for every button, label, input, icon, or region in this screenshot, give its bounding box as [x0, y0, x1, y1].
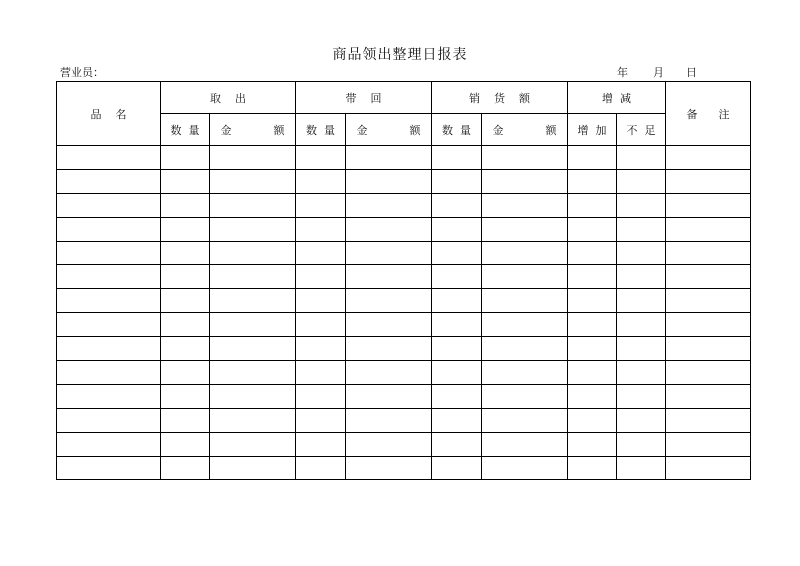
table-cell[interactable]	[161, 337, 210, 361]
table-cell[interactable]	[346, 384, 432, 408]
salesperson-label: 营业员：	[60, 66, 104, 79]
table-cell[interactable]	[296, 432, 346, 456]
table-cell[interactable]	[161, 289, 210, 313]
table-cell[interactable]	[210, 265, 296, 289]
table-cell[interactable]	[57, 289, 161, 313]
header-taken-qty: 数 量	[161, 114, 210, 146]
table-cell[interactable]	[482, 289, 568, 313]
table-cell[interactable]	[432, 432, 482, 456]
table-cell[interactable]	[482, 337, 568, 361]
table-cell[interactable]	[57, 265, 161, 289]
header-sales-amount-value: 金 额	[482, 114, 568, 146]
table-cell[interactable]	[57, 337, 161, 361]
table-cell[interactable]	[161, 146, 210, 170]
table-cell[interactable]	[296, 289, 346, 313]
table-cell[interactable]	[617, 408, 666, 432]
table-cell[interactable]	[568, 241, 617, 265]
table-cell[interactable]	[666, 456, 751, 480]
table-cell[interactable]	[432, 384, 482, 408]
table-cell[interactable]	[432, 265, 482, 289]
table-cell[interactable]	[432, 146, 482, 170]
table-cell[interactable]	[346, 408, 432, 432]
table-cell[interactable]	[568, 265, 617, 289]
table-cell[interactable]	[296, 146, 346, 170]
table-cell[interactable]	[617, 265, 666, 289]
table-cell[interactable]	[57, 217, 161, 241]
table-cell[interactable]	[617, 241, 666, 265]
table-row	[57, 169, 751, 193]
table-cell[interactable]	[568, 289, 617, 313]
table-cell[interactable]	[57, 384, 161, 408]
table-cell[interactable]	[161, 456, 210, 480]
table-cell[interactable]	[617, 384, 666, 408]
table-cell[interactable]	[568, 408, 617, 432]
day-label: 日	[686, 66, 697, 79]
table-cell[interactable]	[346, 265, 432, 289]
table-cell[interactable]	[617, 146, 666, 170]
table-cell[interactable]	[482, 408, 568, 432]
table-cell[interactable]	[210, 241, 296, 265]
table-cell[interactable]	[346, 193, 432, 217]
header-product-name: 品 名	[57, 82, 161, 146]
table-cell[interactable]	[568, 337, 617, 361]
table-cell[interactable]	[432, 193, 482, 217]
table-cell[interactable]	[57, 193, 161, 217]
table-cell[interactable]	[666, 193, 751, 217]
table-cell[interactable]	[482, 361, 568, 385]
table-cell[interactable]	[666, 241, 751, 265]
table-cell[interactable]	[57, 313, 161, 337]
table-cell[interactable]	[210, 408, 296, 432]
table-cell[interactable]	[432, 289, 482, 313]
table-cell[interactable]	[666, 432, 751, 456]
table-cell[interactable]	[161, 217, 210, 241]
header-returned-amount: 金 额	[346, 114, 432, 146]
table-row	[57, 408, 751, 432]
table-cell[interactable]	[617, 432, 666, 456]
table-row	[57, 337, 751, 361]
table-cell[interactable]	[296, 265, 346, 289]
table-cell[interactable]	[296, 217, 346, 241]
month-label: 月	[653, 66, 664, 79]
table-cell[interactable]	[666, 313, 751, 337]
table-cell[interactable]	[666, 146, 751, 170]
table-cell[interactable]	[568, 432, 617, 456]
table-cell[interactable]	[346, 456, 432, 480]
table-cell[interactable]	[432, 217, 482, 241]
header-remarks: 备 注	[666, 82, 751, 146]
table-cell[interactable]	[296, 384, 346, 408]
table-cell[interactable]	[568, 361, 617, 385]
table-cell[interactable]	[210, 384, 296, 408]
table-cell[interactable]	[617, 169, 666, 193]
header-sales-qty: 数 量	[432, 114, 482, 146]
table-cell[interactable]	[482, 169, 568, 193]
header-returned: 带 回	[296, 82, 432, 114]
table-row	[57, 265, 751, 289]
table-cell[interactable]	[482, 241, 568, 265]
table-cell[interactable]	[666, 289, 751, 313]
table-cell[interactable]	[568, 456, 617, 480]
table-cell[interactable]	[346, 337, 432, 361]
table-cell[interactable]	[432, 313, 482, 337]
header-taken-amount: 金 额	[210, 114, 296, 146]
table-row	[57, 193, 751, 217]
table-cell[interactable]	[482, 384, 568, 408]
table-row	[57, 361, 751, 385]
table-cell[interactable]	[161, 313, 210, 337]
table-cell[interactable]	[210, 456, 296, 480]
table-cell[interactable]	[296, 337, 346, 361]
table-cell[interactable]	[482, 432, 568, 456]
table-row	[57, 289, 751, 313]
table-cell[interactable]	[161, 408, 210, 432]
table-cell[interactable]	[482, 265, 568, 289]
table-cell[interactable]	[57, 456, 161, 480]
table-cell[interactable]	[617, 313, 666, 337]
table-cell[interactable]	[210, 313, 296, 337]
table-row	[57, 241, 751, 265]
table-row	[57, 146, 751, 170]
table-cell[interactable]	[432, 408, 482, 432]
table-cell[interactable]	[346, 241, 432, 265]
table-cell[interactable]	[617, 217, 666, 241]
table-cell[interactable]	[296, 361, 346, 385]
table-cell[interactable]	[57, 408, 161, 432]
table-cell[interactable]	[210, 146, 296, 170]
table-cell[interactable]	[161, 169, 210, 193]
header-row-subcolumns	[57, 114, 751, 146]
table-cell[interactable]	[210, 432, 296, 456]
table-cell[interactable]	[296, 313, 346, 337]
table-cell[interactable]	[161, 432, 210, 456]
table-cell[interactable]	[57, 169, 161, 193]
table-cell[interactable]	[346, 361, 432, 385]
header-increase: 增 加	[568, 114, 617, 146]
header-taken: 取 出	[161, 82, 296, 114]
header-increase-decrease: 增 减	[568, 82, 666, 114]
header-row-groups	[57, 82, 751, 114]
table-row	[57, 217, 751, 241]
table-cell[interactable]	[57, 432, 161, 456]
table-cell[interactable]	[210, 337, 296, 361]
table-cell[interactable]	[482, 217, 568, 241]
table-cell[interactable]	[482, 456, 568, 480]
table-row	[57, 456, 751, 480]
table-cell[interactable]	[210, 193, 296, 217]
table-cell[interactable]	[296, 193, 346, 217]
table-cell[interactable]	[210, 217, 296, 241]
table-cell[interactable]	[568, 313, 617, 337]
table-cell[interactable]	[568, 169, 617, 193]
table-cell[interactable]	[161, 241, 210, 265]
table-cell[interactable]	[666, 337, 751, 361]
table-cell[interactable]	[161, 193, 210, 217]
header-sales-amount: 销 货 额	[432, 82, 568, 114]
table-cell[interactable]	[432, 169, 482, 193]
table-cell[interactable]	[617, 456, 666, 480]
table-cell[interactable]	[568, 193, 617, 217]
table-cell[interactable]	[432, 337, 482, 361]
table-cell[interactable]	[482, 146, 568, 170]
table-cell[interactable]	[210, 361, 296, 385]
table-cell[interactable]	[210, 169, 296, 193]
table-cell[interactable]	[432, 241, 482, 265]
table-cell[interactable]	[57, 146, 161, 170]
table-cell[interactable]	[346, 146, 432, 170]
table-cell[interactable]	[346, 313, 432, 337]
header-returned-qty: 数 量	[296, 114, 346, 146]
table-cell[interactable]	[482, 193, 568, 217]
table-cell[interactable]	[617, 361, 666, 385]
table-cell[interactable]	[666, 408, 751, 432]
table-row	[57, 313, 751, 337]
table-cell[interactable]	[161, 265, 210, 289]
table-cell[interactable]	[617, 289, 666, 313]
table-cell[interactable]	[666, 384, 751, 408]
header-shortfall: 不 足	[617, 114, 666, 146]
year-label: 年	[617, 66, 628, 79]
table-cell[interactable]	[296, 169, 346, 193]
daily-report-table	[56, 81, 751, 480]
table-cell[interactable]	[568, 146, 617, 170]
table-row	[57, 384, 751, 408]
table-cell[interactable]	[617, 193, 666, 217]
table-cell[interactable]	[346, 217, 432, 241]
table-cell[interactable]	[346, 432, 432, 456]
table-cell[interactable]	[666, 217, 751, 241]
table-row	[57, 432, 751, 456]
table-cell[interactable]	[482, 313, 568, 337]
table-cell[interactable]	[346, 169, 432, 193]
table-cell[interactable]	[57, 361, 161, 385]
table-cell[interactable]	[210, 289, 296, 313]
table-cell[interactable]	[432, 456, 482, 480]
table-cell[interactable]	[346, 289, 432, 313]
page-title: 商品领出整理日报表	[332, 47, 468, 63]
table-cell[interactable]	[666, 265, 751, 289]
table-cell[interactable]	[296, 241, 346, 265]
table-cell[interactable]	[666, 169, 751, 193]
table-cell[interactable]	[161, 361, 210, 385]
table-cell[interactable]	[296, 408, 346, 432]
table-cell[interactable]	[296, 456, 346, 480]
table-cell[interactable]	[57, 241, 161, 265]
table-cell[interactable]	[161, 384, 210, 408]
table-cell[interactable]	[666, 361, 751, 385]
table-cell[interactable]	[568, 217, 617, 241]
table-cell[interactable]	[617, 337, 666, 361]
table-cell[interactable]	[568, 384, 617, 408]
table-cell[interactable]	[432, 361, 482, 385]
